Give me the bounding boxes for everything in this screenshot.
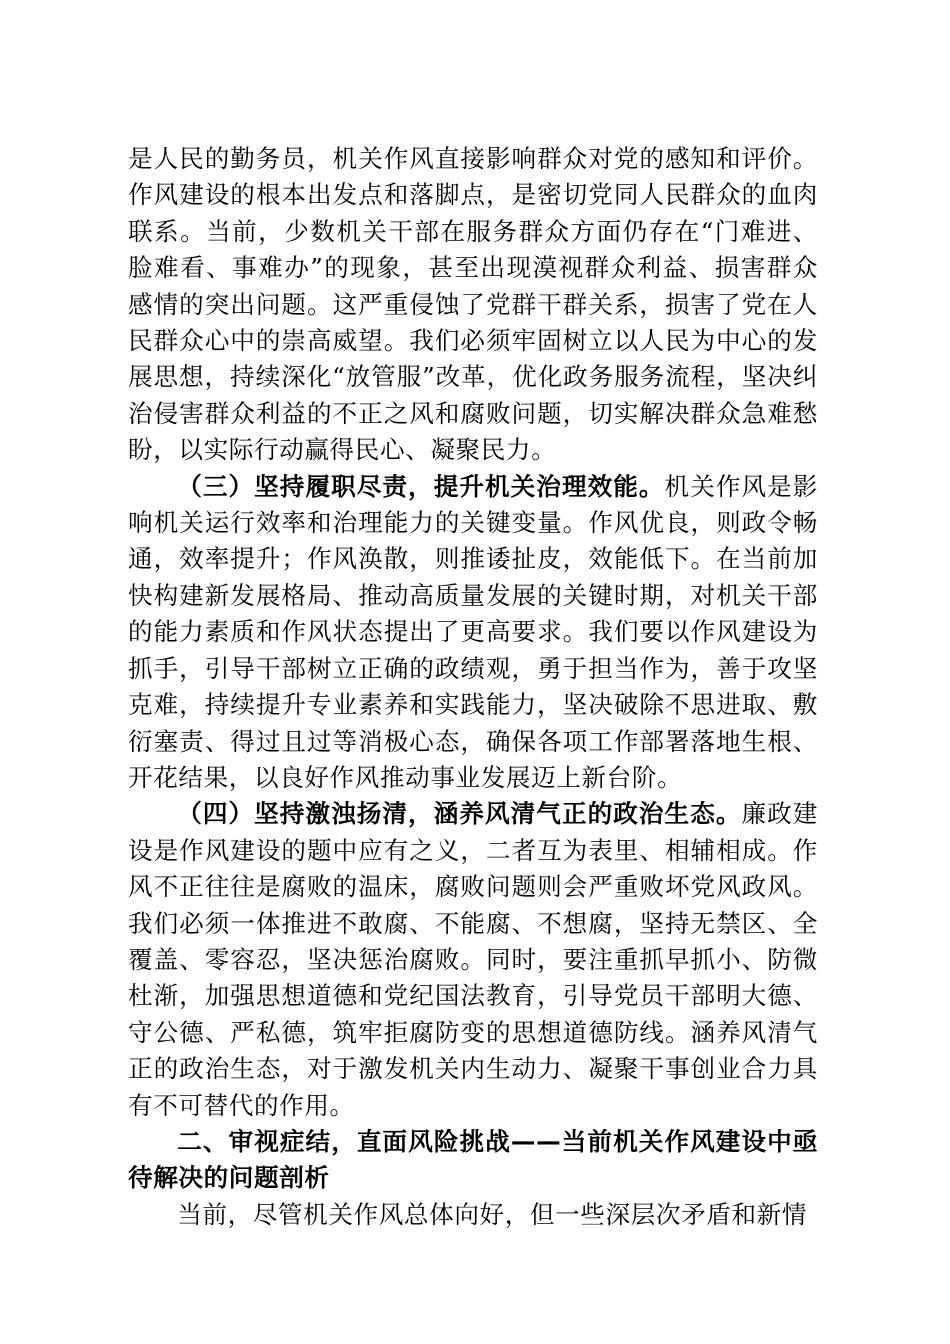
paragraph-people-servants (128, 141, 818, 469)
paragraph-body: 是人民的勤务员，机关作风直接影响群众对党的感知和评价。作风建设的根本出发点和落脚点，是密切党同人民群众的血肉联系。当前，少数机关干部在服务群众方面仍存在“门难进、脸难看、事难办”的现象，甚至出现漠视群众利益、损害群众感情的突出问题。这严重侵蚀了党群干群关系，损害了党在人民群众心中的崇高威望。我们必须牢固树立以人民为中心的发展思想，持续深化“放管服”改革，优化政务服务流程，坚决纠治侵害群众利益的不正之风和腐败问题，切实解决群众急难愁盼，以实际行动赢得民心、凝聚民力。 (128, 144, 818, 465)
paragraph-lead-sentence: （三）坚持履职尽责，提升机关治理效能。 (177, 471, 665, 501)
paragraph-body: 当前，尽管机关作风总体向好，但一些深层次矛盾和新情 (177, 1199, 808, 1229)
paragraph-governance-efficiency (128, 469, 818, 797)
paragraph-current-situation (128, 1197, 818, 1233)
paragraph-lead-sentence: （四）坚持激浊扬清，涵养风清气正的政治生态。 (177, 799, 742, 829)
paragraph-body: 廉政建设是作风建设的题中应有之义，二者互为表里、相辅相成。作风不正往往是腐败的温床，腐败问题则会严重败坏党风政风。我们必须一体推进不敢腐、不能腐、不想腐，坚持无禁区、全覆盖、零容忍，坚决惩治腐败。同时，要注重抓早抓小、防微杜渐，加强思想道德和党纪国法教育，引导党员干部明大德、守公德、严私德，筑牢拒腐防变的思想道德防线。涵养风清气正的政治生态，对于激发机关内生动力、凝聚干事创业合力具有不可替代的作用。 (128, 799, 818, 1120)
section-heading: 二、审视症结，直面风险挑战——当前机关作风建设中亟待解决的问题剖析 (128, 1126, 818, 1193)
paragraph-body: 机关作风是影响机关运行效率和治理能力的关键变量。作风优良，则政令畅通，效率提升；作风涣散，则推诿扯皮，效能低下。在当前加快构建新发展格局、推动高质量发展的关键时期，对机关干部的能力素质和作风状态提出了更高要求。我们要以作风建设为抓手，引导干部树立正确的政绩观，勇于担当作为，善于攻坚克难，持续提升专业素养和实践能力，坚决破除不思进取、敷衍塞责、得过且过等消极心态，确保各项工作部署落地生根、开花结果，以良好作风推动事业发展迈上新台阶。 (128, 471, 818, 792)
paragraph-political-ecology (128, 796, 818, 1124)
document-page (128, 141, 818, 1233)
